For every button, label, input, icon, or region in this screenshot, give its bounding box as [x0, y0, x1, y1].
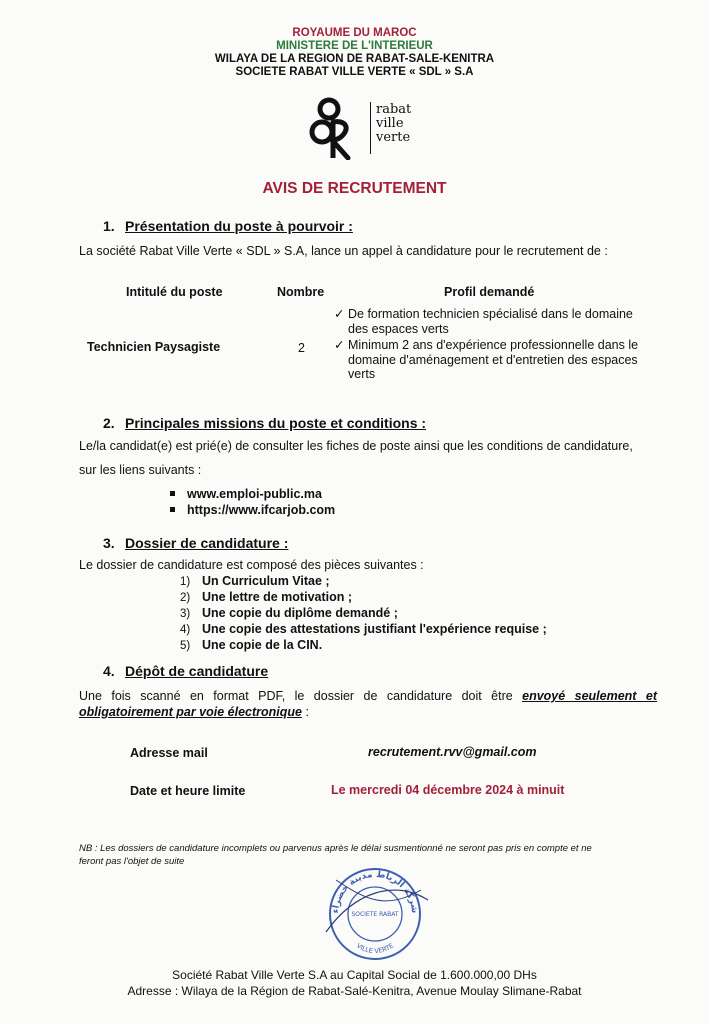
profile-item: ✓ Minimum 2 ans d'expérience professionnelle dans le domaine d'aménagement et d'entretien des espaces verts	[334, 338, 639, 381]
section2-number: 2.	[103, 415, 115, 431]
section1-heading	[103, 218, 353, 234]
svg-text:VILLE VERTE: VILLE VERTE	[354, 941, 396, 956]
table-header-poste: Intitulé du poste	[126, 285, 223, 299]
deadline-value: Le mercredi 04 décembre 2024 à minuit	[331, 783, 565, 797]
document-item: 4) Une copie des attestations justifiant l'expérience requise ;	[180, 622, 547, 636]
section3-heading	[103, 535, 288, 551]
logo-text	[376, 103, 411, 145]
company-stamp	[316, 860, 434, 962]
section2-heading	[103, 415, 426, 431]
table-cell-nombre: 2	[298, 341, 305, 355]
profile-item: ✓ De formation technicien spécialisé dans le domaine des espaces verts	[334, 307, 633, 336]
section1-title: Présentation du poste à pourvoir :	[125, 218, 353, 234]
document-item: 5) Une copie de la CIN.	[180, 638, 323, 652]
table-header-nombre: Nombre	[277, 285, 325, 299]
mail-address[interactable]: recrutement.rvv@gmail.com	[368, 745, 537, 759]
deadline-label: Date et heure limite	[130, 784, 246, 798]
section4-title: Dépôt de candidature	[125, 663, 269, 679]
mail-label: Adresse mail	[130, 746, 208, 760]
section1-number: 1.	[103, 218, 115, 234]
section2-text1: Le/la candidat(e) est prié(e) de consulter les fiches de poste ainsi que les conditions de candidature,	[79, 439, 633, 453]
footer-capital: Société Rabat Ville Verte S.A au Capital Social de 1.600.000,00 DHs	[172, 968, 537, 982]
checkmark-icon: ✓	[334, 338, 345, 352]
bullet-square-icon	[170, 491, 175, 496]
footer-address: Adresse : Wilaya de la Région de Rabat-Salé-Kenitra, Avenue Moulay Slimane-Rabat	[127, 984, 582, 998]
table-cell-poste: Technicien Paysagiste	[87, 340, 221, 354]
link-emploi-public[interactable]: www.emploi-public.ma	[170, 487, 322, 501]
document-item: 3) Une copie du diplôme demandé ;	[180, 606, 398, 620]
section2-text2: sur les liens suivants :	[79, 463, 202, 477]
emphasis-text: envoyé seulement et	[522, 689, 657, 703]
section4-text-line1: Une fois scanné en format PDF, le dossier de candidature doit être envoyé seulement et	[79, 689, 657, 703]
svg-text:شركة الرباط مدينة خضراء: شركة الرباط مدينة خضراء	[330, 869, 420, 914]
checkmark-icon: ✓	[334, 307, 345, 321]
header-kingdom: ROYAUME DU MAROC	[292, 27, 417, 39]
section4-number: 4.	[103, 663, 115, 679]
page-title: AVIS DE RECRUTEMENT	[262, 180, 447, 197]
company-logo	[306, 96, 416, 160]
table-header-profil: Profil demandé	[444, 285, 535, 299]
emphasis-text: obligatoirement par voie électronique	[79, 705, 302, 719]
logo-divider	[370, 102, 371, 154]
section2-title: Principales missions du poste et conditions :	[125, 415, 427, 431]
section3-title: Dossier de candidature :	[125, 535, 289, 551]
document-item: 2) Une lettre de motivation ;	[180, 590, 353, 604]
section3-intro: Le dossier de candidature est composé des pièces suivantes :	[79, 558, 424, 572]
logo-word-verte: verte	[376, 130, 411, 145]
section3-number: 3.	[103, 535, 115, 551]
svg-text:SOCIETE RABAT: SOCIETE RABAT	[351, 911, 399, 918]
rvv-logo-mark-icon	[306, 96, 368, 160]
logo-word-ville: ville	[376, 116, 404, 131]
header-company: SOCIETE RABAT VILLE VERTE « SDL » S.A	[235, 66, 474, 78]
section4-heading	[103, 663, 268, 679]
note-line1: NB : Les dossiers de candidature incomplets ou parvenus après le délai susmentionné ne seront pas pris en compte et ne	[79, 843, 592, 854]
logo-word-rabat: rabat	[376, 102, 412, 117]
document-item: 1) Un Curriculum Vitae ;	[180, 574, 330, 588]
note-line2: feront pas l'objet de suite	[79, 856, 185, 867]
section4-text-line2: obligatoirement par voie électronique :	[79, 705, 309, 719]
header-ministry: MINISTERE DE L'INTERIEUR	[276, 40, 433, 52]
stamp-seal-icon	[316, 860, 434, 962]
bullet-square-icon	[170, 507, 175, 512]
link-ifcarjob[interactable]: https://www.ifcarjob.com	[170, 503, 335, 517]
header-wilaya: WILAYA DE LA REGION DE RABAT-SALE-KENITRA	[214, 53, 495, 65]
section1-intro: La société Rabat Ville Verte « SDL » S.A, lance un appel à candidature pour le recrutement de :	[79, 244, 608, 258]
